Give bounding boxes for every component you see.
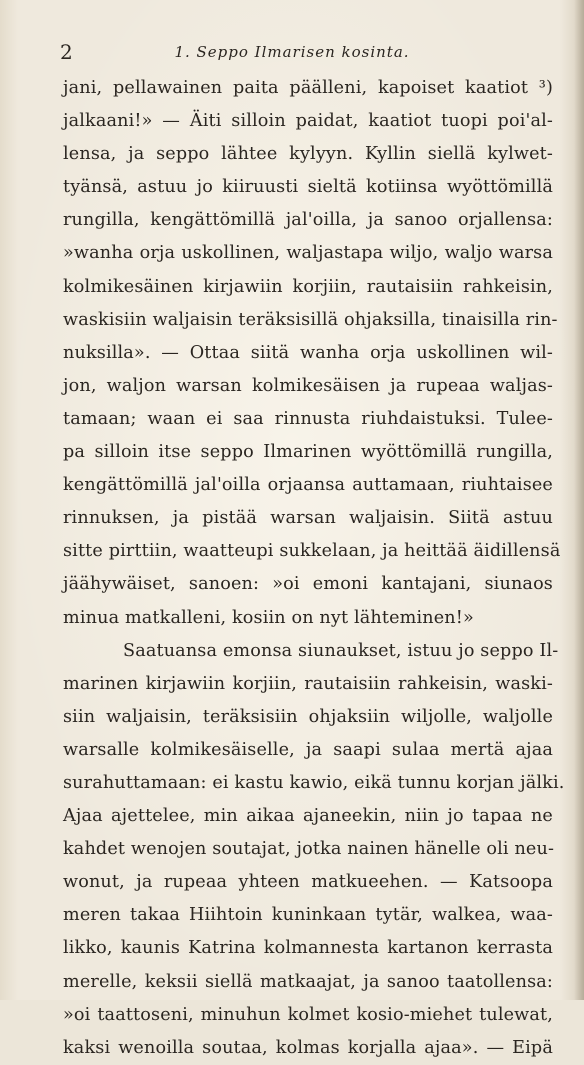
text-line: meren takaa Hiihtoin kuninkaan tytär, walkea, waa-	[63, 905, 553, 926]
text-line: tyänsä, astuu jo kiiruusti sieltä kotiinsa wyöttömillä	[63, 177, 553, 198]
text-line: jon, waljon warsan kolmikesäisen ja rupeaa waljas-	[63, 375, 553, 396]
text-line: siin waljaisin, teräksisiin ohjaksiin wiljolle, waljolle	[63, 706, 553, 727]
text-line: »wanha orja uskollinen, waljastapa wiljo, waljo warsa	[63, 243, 553, 264]
text-line: Saatuansa emonsa siunaukset, istuu jo seppo Il-	[123, 640, 559, 661]
text-line: merelle, keksii siellä matkaajat, ja sanoo taatollensa:	[63, 971, 553, 992]
text-line: warsalle kolmikesäiselle, ja saapi sulaa mertä ajaa	[63, 739, 553, 760]
text-line: Ajaa ajettelee, min aikaa ajaneekin, niin jo tapaa ne	[63, 806, 553, 827]
text-line: kaksi wenoilla soutaa, kolmas korjalla ajaa». — Eipä	[63, 1037, 553, 1058]
text-line: jani, pellawainen paita päälleni, kapoiset kaatiot ³)	[63, 78, 553, 98]
page-number: 2	[60, 40, 74, 64]
text-line: nuksilla». — Ottaa siitä wanha orja uskollinen wil-	[63, 342, 553, 363]
text-line: marinen kirjawiin korjiin, rautaisiin rahkeisin, waski-	[63, 673, 553, 694]
text-line: likko, kaunis Katrina kolmannesta kartanon kerrasta	[63, 938, 553, 959]
text-line: jalkaani!» — Äiti silloin paidat, kaatiot tuopi poi'al-	[63, 111, 553, 132]
text-line: pa silloin itse seppo Ilmarinen wyöttömillä rungilla,	[63, 442, 553, 463]
text-line: lensa, ja seppo lähtee kylyyn. Kyllin siellä kylwet-	[63, 144, 553, 165]
page-edge-shadow	[574, 0, 584, 1000]
text-line: rungilla, kengättömillä jal'oilla, ja sanoo orjallensa:	[63, 210, 553, 231]
running-head: 1. Seppo Ilmarisen kosinta.	[174, 43, 410, 61]
text-line: minua matkalleni, kosiin on nyt lähteminen!»	[63, 607, 474, 628]
text-line: sitte pirttiin, waatteupi sukkelaan, ja heittää äidillensä	[63, 541, 561, 562]
text-line: kolmikesäinen kirjawiin korjiin, rautaisiin rahkeisin,	[63, 276, 553, 297]
text-line: »oi taattoseni, minuhun kolmet kosio-miehet tulewat,	[63, 1004, 553, 1025]
text-line: surahuttamaan: ei kastu kawio, eikä tunnu korjan jälki.	[63, 772, 565, 793]
text-line: wonut, ja rupeaa yhteen matkueehen. — Katsoopa	[63, 872, 553, 893]
text-line: rinnuksen, ja pistää warsan waljaisin. Siitä astuu	[63, 508, 553, 529]
text-line: tamaan; waan ei saa rinnusta riuhdaistuksi. Tulee-	[63, 408, 553, 429]
text-line: kengättömillä jal'oilla orjaansa auttamaan, riuhtaisee	[63, 475, 553, 496]
text-line: jäähywäiset, sanoen: »oi emoni kantajani, siunaos	[63, 574, 553, 595]
text-line: kahdet wenojen soutajat, jotka nainen hänelle oli neu-	[63, 839, 555, 860]
body-text	[63, 72, 565, 1065]
text-line: waskisiin waljaisin teräksisillä ohjaksilla, tinaisilla rin-	[63, 309, 558, 330]
